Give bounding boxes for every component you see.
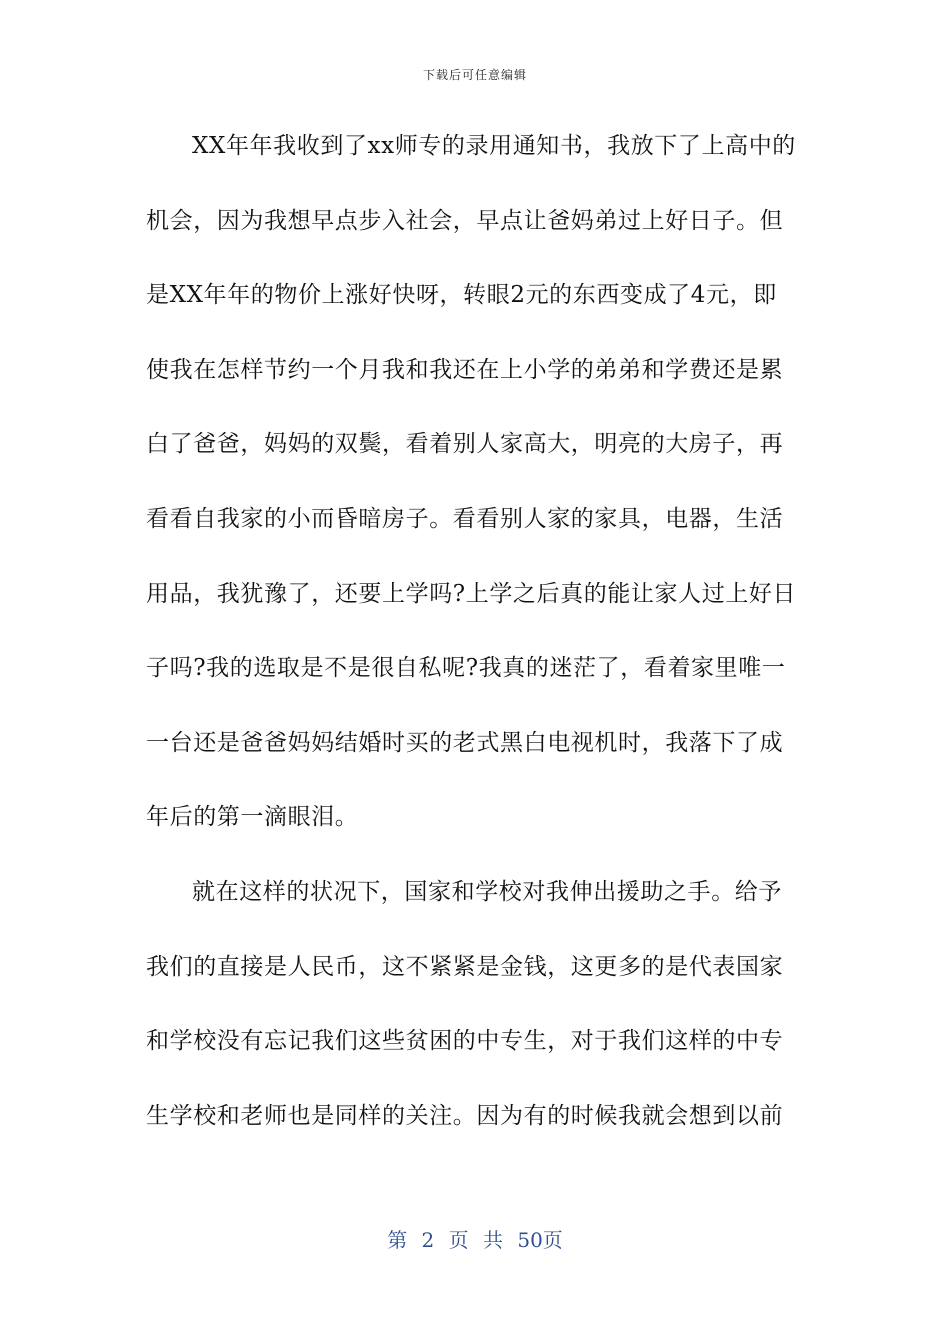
text-line: 机会，因为我想早点步入社会，早点让爸妈弟过上好日子。但 (146, 207, 784, 234)
paragraph-2 (146, 870, 808, 1168)
text-line: 生学校和老师也是同样的关注。因为有的时候我就会想到以前 (146, 1102, 784, 1129)
text-line: 是XX年年的物价上涨好快呀，转眼2元的东西变成了4元，即 (146, 282, 777, 309)
text-line: 年后的第一滴眼泪。 (146, 804, 359, 831)
text-line: 和学校没有忘记我们这些贫困的中专生，对于我们这样的中专 (146, 1028, 784, 1055)
footer-total-pages: 50页 (517, 1228, 563, 1252)
footer-label-di: 第 (387, 1228, 408, 1252)
footer-page-number: 2 (421, 1228, 435, 1252)
page-header: 下载后可任意编辑 (422, 68, 527, 82)
text-line: 看看自我家的小而昏暗房子。看看别人家的家具，电器，生活 (146, 505, 784, 532)
page-footer (0, 1224, 950, 1253)
text-line: 就在这样的状况下，国家和学校对我伸出援助之手。给予 (192, 878, 782, 905)
text-line: XX年年我收到了xx师专的录用通知书，我放下了上高中的 (192, 133, 796, 159)
footer-label-ye: 页 (448, 1228, 469, 1252)
text-line: 一台还是爸爸妈妈结婚时买的老式黑白电视机时，我落下了成 (146, 729, 784, 756)
text-line: 用品，我犹豫了，还要上学吗?上学之后真的能让家人过上好日 (146, 580, 797, 607)
footer-label-gong: 共 (483, 1228, 503, 1252)
text-line: 白了爸爸，妈妈的双鬓，看着别人家高大，明亮的大房子，再 (146, 431, 784, 458)
body-text (146, 124, 808, 1168)
text-line: 使我在怎样节约一个月我和我还在上小学的弟弟和学费还是累 (146, 356, 784, 383)
paragraph-1 (146, 124, 808, 870)
text-line: 我们的直接是人民币，这不紧紧是金钱，这更多的是代表国家 (146, 953, 784, 980)
text-line: 子吗?我的选取是不是很自私呢?我真的迷茫了，看着家里唯一 (146, 655, 786, 682)
